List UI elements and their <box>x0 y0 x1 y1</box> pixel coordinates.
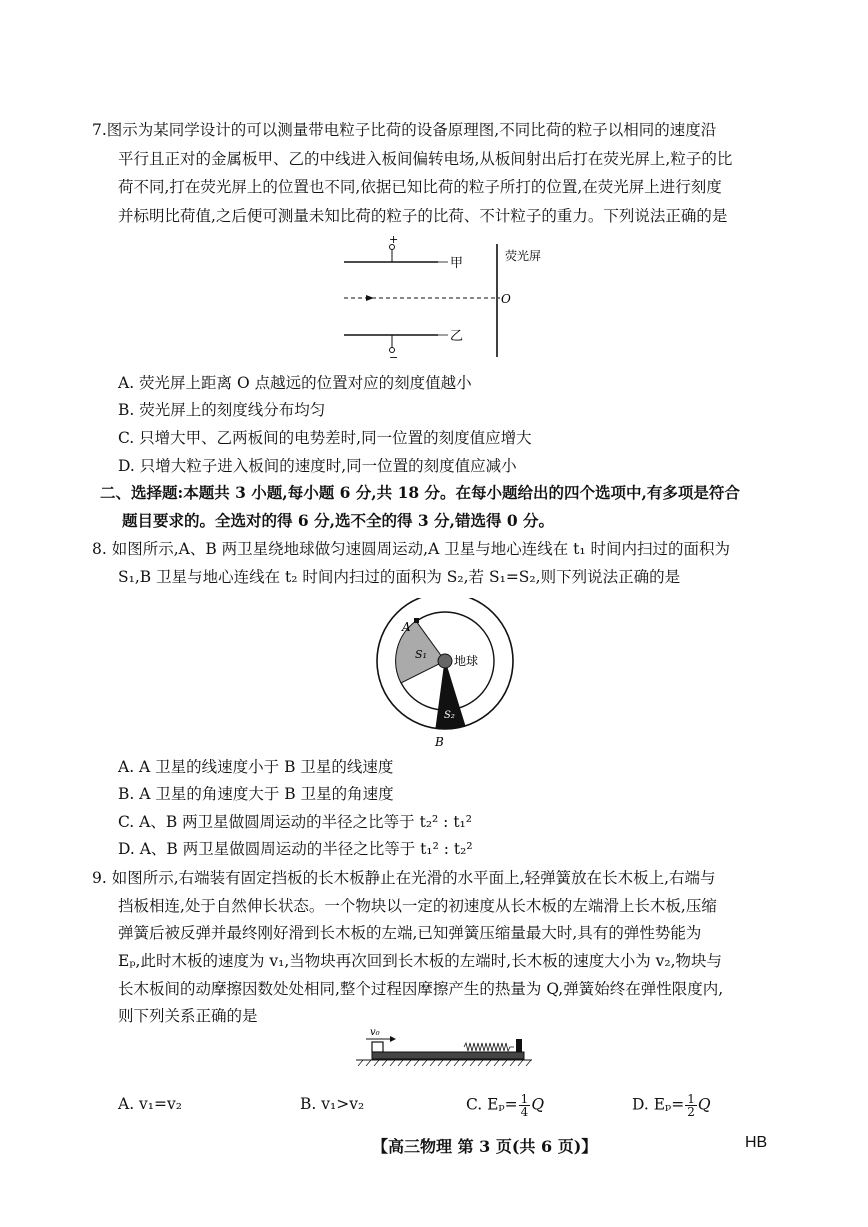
q8-option-c: C. A、B 两卫星做圆周运动的半径之比等于 t₂² : t₁² <box>118 813 472 831</box>
s2-label: S₂ <box>444 710 455 721</box>
screen-label: 荧光屏 <box>505 249 542 263</box>
q9-board-figure <box>352 1024 537 1074</box>
q9-option-b: B. v₁>v₂ <box>300 1095 365 1113</box>
footer-code: HB <box>745 1134 768 1151</box>
fraction-denominator: 4 <box>520 1105 529 1119</box>
q7-option-a: A. 荧光屏上距离 O 点越远的位置对应的刻度值越小 <box>118 374 472 392</box>
arrow-icon <box>366 295 374 301</box>
q9-stem-line-5: 长木板间的动摩擦因数处处相同,整个过程因摩擦产生的热量为 Q,弹簧始终在弹性限度内, <box>118 980 724 998</box>
q9-option-a: A. v₁=v₂ <box>118 1095 182 1113</box>
q9-option-d <box>632 1093 711 1118</box>
q7-option-b: B. 荧光屏上的刻度线分布均匀 <box>118 401 326 419</box>
velocity-arrow-icon <box>390 1036 396 1042</box>
block <box>372 1042 383 1052</box>
q9-option-c-fraction <box>519 1093 531 1118</box>
plate-bottom-label: 乙 <box>450 329 464 344</box>
plus-terminal-label: + <box>389 233 399 246</box>
q9-stem-line-3: 弹簧后被反弹并最终刚好滑到长木板的左端,已知弹簧压缩量最大时,具有的弹性势能为 <box>118 924 702 942</box>
q9-stem-line-2: 挡板相连,处于自然伸长状态。一个物块以一定的初速度从长木板的左端滑上长木板,压缩 <box>118 897 717 915</box>
q8-option-b: B. A 卫星的角速度大于 B 卫星的角速度 <box>118 785 394 803</box>
velocity-label: v₀ <box>370 1027 380 1038</box>
sat-a-label: A <box>402 620 411 634</box>
q9-stem-line-1: 9. 如图所示,右端装有固定挡板的长木板静止在光滑的水平面上,轻弹簧放在长木板上,右端与 <box>92 869 716 887</box>
ground-hatching <box>358 1060 531 1066</box>
q8-stem-line-1: 8. 如图所示,A、B 两卫星绕地球做匀速圆周运动,A 卫星与地心连线在 t₁ 时间内扫过的面积为 <box>92 540 731 558</box>
plate-top-label: 甲 <box>450 256 464 271</box>
section2-heading-line-2: 题目要求的。全选对的得 6 分,选不全的得 3 分,错选得 0 分。 <box>122 511 555 530</box>
q9-option-c-suffix: Q <box>531 1095 545 1114</box>
q9-option-c <box>466 1093 544 1118</box>
q8-orbit-figure <box>370 598 530 753</box>
q7-stem-line-4: 并标明比荷值,之后便可测量未知比荷的粒子的比荷、不计粒子的重力。下列说法正确的是 <box>118 207 728 225</box>
q9-stem-line-6: 则下列关系正确的是 <box>118 1007 258 1025</box>
q9-option-d-prefix: D. Eₚ= <box>632 1095 685 1114</box>
spring <box>464 1043 514 1051</box>
page-footer: 【高三物理 第 3 页(共 6 页)】 <box>372 1137 598 1156</box>
stop-plate <box>516 1039 522 1052</box>
long-board <box>372 1052 524 1059</box>
q7-option-d: D. 只增大粒子进入板间的速度时,同一位置的刻度值应减小 <box>118 457 517 475</box>
earth-icon <box>438 654 452 668</box>
q7-option-c: C. 只增大甲、乙两板间的电势差时,同一位置的刻度值应增大 <box>118 429 532 447</box>
q7-stem-line-3: 荷不同,打在荧光屏上的位置也不同,依据已知比荷的粒子所打的位置,在荧光屏上进行刻度 <box>118 178 722 196</box>
s1-label: S₁ <box>415 648 427 661</box>
q7-stem-line-1: 7.图示为某同学设计的可以测量带电粒子比荷的设备原理图,不同比荷的粒子以相同的速度沿 <box>92 121 717 139</box>
q9-option-d-suffix: Q <box>697 1095 711 1114</box>
section2-heading-line-1: 二、选择题:本题共 3 小题,每小题 6 分,共 18 分。在每小题给出的四个选项中,有多项是符合 <box>100 483 740 502</box>
point-o-label: O <box>501 292 511 306</box>
q9-option-c-prefix: C. Eₚ= <box>466 1095 518 1114</box>
earth-label: 地球 <box>454 654 479 668</box>
q7-stem-line-2: 平行且正对的金属板甲、乙的中线进入板间偏转电场,从板间射出后打在荧光屏上,粒子的比 <box>118 150 733 168</box>
q9-stem-line-4: Eₚ,此时木板的速度为 v₁,当物块再次回到长木板的左端时,长木板的速度大小为 v₂,物块与 <box>118 952 723 970</box>
q9-option-d-fraction <box>685 1093 697 1118</box>
sat-b-label: B <box>435 735 444 749</box>
satellite-a <box>414 618 419 623</box>
fraction-numerator: 1 <box>520 1092 529 1106</box>
q8-stem-line-2: S₁,B 卫星与地心连线在 t₂ 时间内扫过的面积为 S₂,若 S₁=S₂,则下列说法正确的是 <box>118 568 681 586</box>
q8-option-d: D. A、B 两卫星做圆周运动的半径之比等于 t₁² : t₂² <box>118 840 473 858</box>
fraction-denominator: 2 <box>687 1105 695 1119</box>
q7-deflection-figure <box>330 232 590 362</box>
q8-option-a: A. A 卫星的线速度小于 B 卫星的线速度 <box>118 758 394 776</box>
fraction-numerator: 1 <box>687 1092 695 1106</box>
minus-terminal-label: − <box>389 351 399 362</box>
